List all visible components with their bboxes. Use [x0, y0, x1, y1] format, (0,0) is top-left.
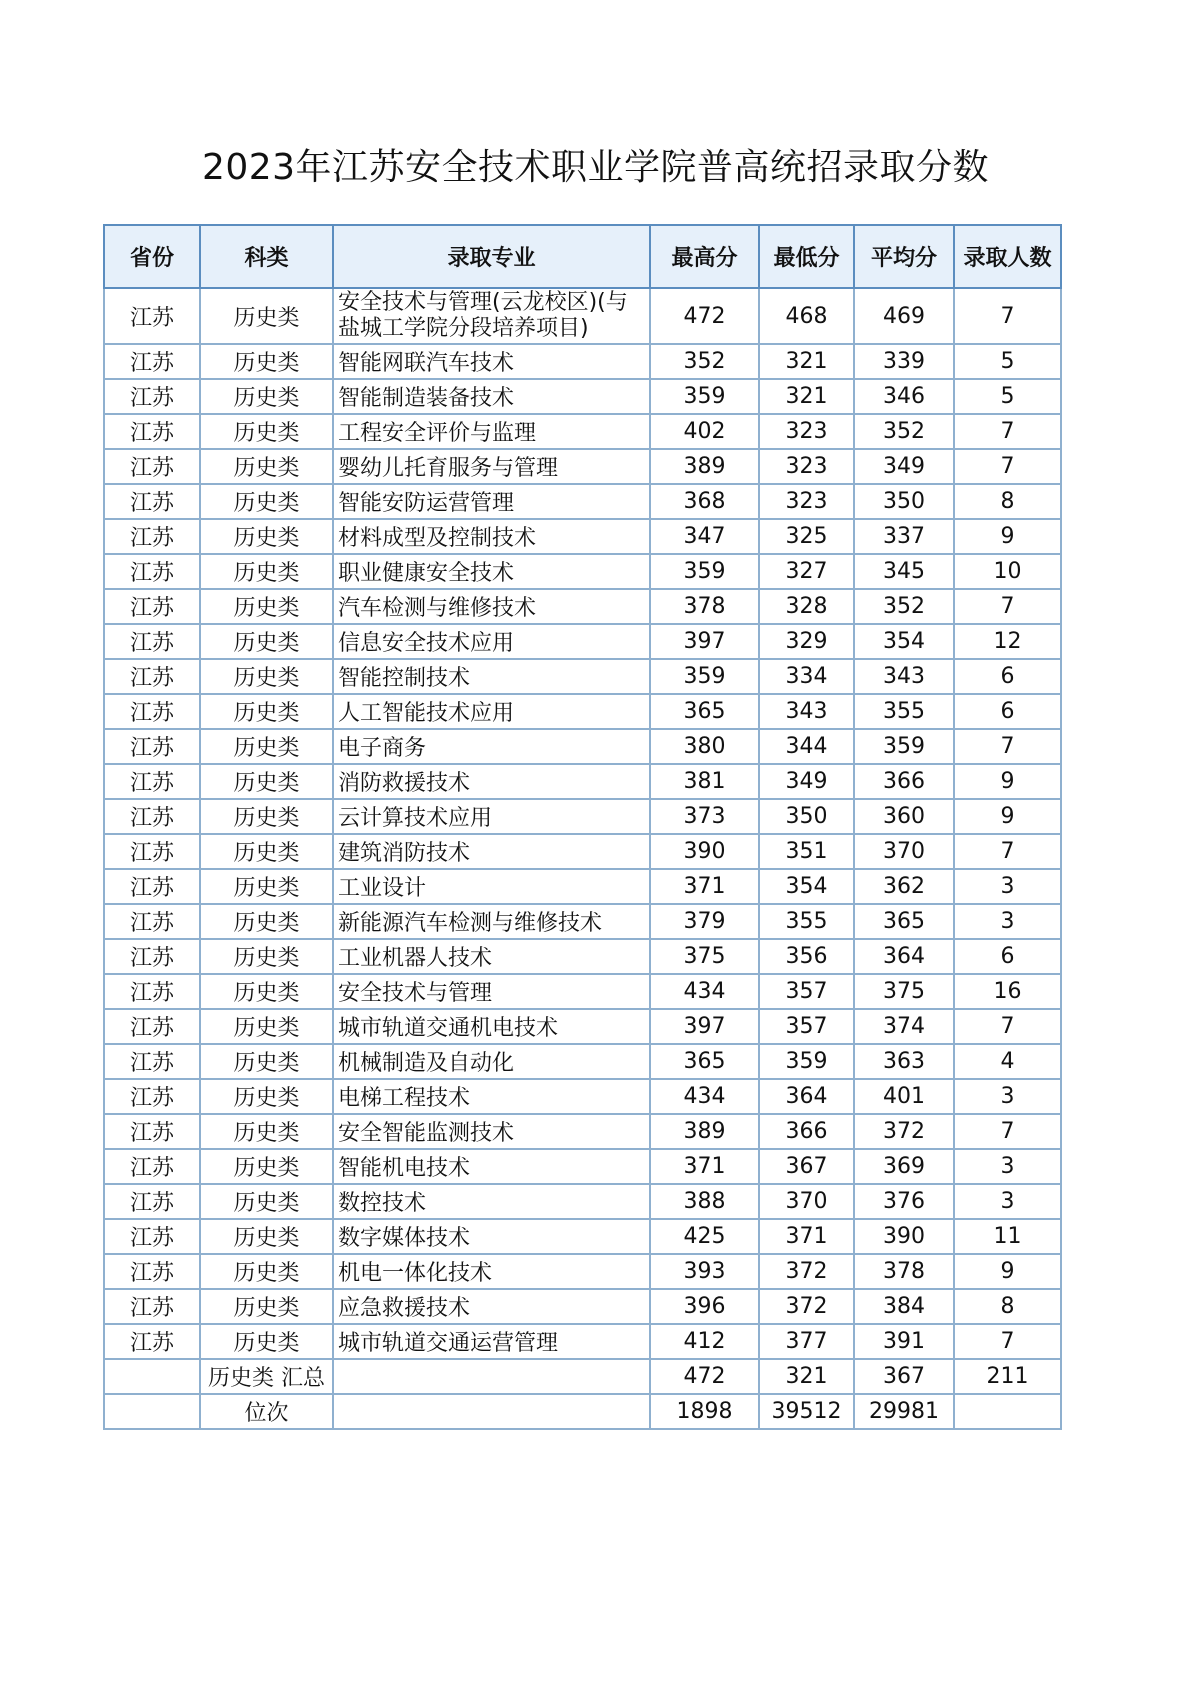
cell-major: 工业机器人技术	[333, 939, 650, 974]
cell-max-score: 379	[650, 904, 759, 939]
cell-max-score: 390	[650, 834, 759, 869]
cell-avg-score: 469	[854, 288, 954, 344]
cell-category: 历史类	[200, 974, 333, 1009]
cell-major: 智能网联汽车技术	[333, 344, 650, 379]
rank-avg-score: 29981	[854, 1394, 954, 1429]
cell-max-score: 388	[650, 1184, 759, 1219]
cell-avg-score: 390	[854, 1219, 954, 1254]
cell-admitted-count: 6	[954, 694, 1061, 729]
cell-avg-score: 352	[854, 414, 954, 449]
cell-category: 历史类	[200, 904, 333, 939]
table-row	[104, 1254, 1061, 1289]
header-category: 科类	[200, 225, 333, 288]
cell-province: 江苏	[104, 589, 200, 624]
cell-admitted-count: 6	[954, 939, 1061, 974]
cell-province: 江苏	[104, 484, 200, 519]
cell-avg-score: 378	[854, 1254, 954, 1289]
cell-admitted-count: 3	[954, 1079, 1061, 1114]
cell-province: 江苏	[104, 694, 200, 729]
cell-province: 江苏	[104, 904, 200, 939]
cell-avg-score: 355	[854, 694, 954, 729]
cell-max-score: 393	[650, 1254, 759, 1289]
cell-min-score: 468	[759, 288, 854, 344]
cell-min-score: 323	[759, 414, 854, 449]
cell-major: 电子商务	[333, 729, 650, 764]
cell-avg-score: 339	[854, 344, 954, 379]
header-admitted-count: 录取人数	[954, 225, 1061, 288]
cell-major: 安全智能监测技术	[333, 1114, 650, 1149]
cell-min-score: 327	[759, 554, 854, 589]
cell-category: 历史类	[200, 869, 333, 904]
cell-category: 历史类	[200, 589, 333, 624]
cell-major: 工程安全评价与监理	[333, 414, 650, 449]
cell-major: 新能源汽车检测与维修技术	[333, 904, 650, 939]
header-province: 省份	[104, 225, 200, 288]
cell-admitted-count: 7	[954, 1114, 1061, 1149]
cell-max-score: 472	[650, 288, 759, 344]
cell-category: 历史类	[200, 1009, 333, 1044]
cell-max-score: 434	[650, 1079, 759, 1114]
cell-category: 历史类	[200, 379, 333, 414]
cell-category: 历史类	[200, 554, 333, 589]
cell-admitted-count: 10	[954, 554, 1061, 589]
table-row	[104, 939, 1061, 974]
cell-province: 江苏	[104, 764, 200, 799]
cell-province: 江苏	[104, 624, 200, 659]
cell-province: 江苏	[104, 939, 200, 974]
table-row	[104, 694, 1061, 729]
cell-avg-score: 362	[854, 869, 954, 904]
cell-min-score: 357	[759, 1009, 854, 1044]
cell-major: 人工智能技术应用	[333, 694, 650, 729]
cell-province: 江苏	[104, 1289, 200, 1324]
cell-min-score: 350	[759, 799, 854, 834]
cell-min-score: 329	[759, 624, 854, 659]
cell-province: 江苏	[104, 449, 200, 484]
cell-major: 安全技术与管理	[333, 974, 650, 1009]
cell-max-score: 359	[650, 659, 759, 694]
cell-avg-score: 375	[854, 974, 954, 1009]
cell-admitted-count: 9	[954, 1254, 1061, 1289]
summary-label: 历史类 汇总	[200, 1359, 333, 1394]
cell-avg-score: 345	[854, 554, 954, 589]
table-row	[104, 1324, 1061, 1359]
cell-admitted-count: 8	[954, 484, 1061, 519]
cell-avg-score: 370	[854, 834, 954, 869]
cell-max-score: 347	[650, 519, 759, 554]
cell-min-score: 357	[759, 974, 854, 1009]
cell-province: 江苏	[104, 1254, 200, 1289]
cell-major: 汽车检测与维修技术	[333, 589, 650, 624]
cell-admitted-count: 3	[954, 1184, 1061, 1219]
cell-avg-score: 343	[854, 659, 954, 694]
cell-admitted-count: 5	[954, 344, 1061, 379]
summary-major	[333, 1359, 650, 1394]
cell-category: 历史类	[200, 659, 333, 694]
cell-min-score: 349	[759, 764, 854, 799]
cell-max-score: 402	[650, 414, 759, 449]
table-row	[104, 1149, 1061, 1184]
cell-min-score: 371	[759, 1219, 854, 1254]
cell-min-score: 366	[759, 1114, 854, 1149]
cell-min-score: 344	[759, 729, 854, 764]
cell-avg-score: 372	[854, 1114, 954, 1149]
cell-avg-score: 359	[854, 729, 954, 764]
cell-province: 江苏	[104, 1044, 200, 1079]
cell-max-score: 397	[650, 624, 759, 659]
table-row	[104, 974, 1061, 1009]
table-row	[104, 379, 1061, 414]
cell-min-score: 325	[759, 519, 854, 554]
cell-avg-score: 350	[854, 484, 954, 519]
page-title: 2023年江苏安全技术职业学院普高统招录取分数	[201, 147, 990, 188]
cell-min-score: 367	[759, 1149, 854, 1184]
cell-max-score: 375	[650, 939, 759, 974]
cell-admitted-count: 5	[954, 379, 1061, 414]
rank-admitted-count	[954, 1394, 1061, 1429]
cell-admitted-count: 3	[954, 1149, 1061, 1184]
cell-category: 历史类	[200, 939, 333, 974]
cell-category: 历史类	[200, 799, 333, 834]
summary-admitted-count: 211	[954, 1359, 1061, 1394]
rank-province	[104, 1394, 200, 1429]
cell-avg-score: 354	[854, 624, 954, 659]
cell-admitted-count: 9	[954, 764, 1061, 799]
cell-category: 历史类	[200, 484, 333, 519]
cell-category: 历史类	[200, 1044, 333, 1079]
cell-province: 江苏	[104, 1149, 200, 1184]
cell-min-score: 377	[759, 1324, 854, 1359]
table-row	[104, 414, 1061, 449]
table-row	[104, 1079, 1061, 1114]
cell-admitted-count: 12	[954, 624, 1061, 659]
cell-major: 机电一体化技术	[333, 1254, 650, 1289]
cell-major: 数控技术	[333, 1184, 650, 1219]
cell-province: 江苏	[104, 519, 200, 554]
cell-avg-score: 366	[854, 764, 954, 799]
cell-avg-score: 337	[854, 519, 954, 554]
rank-min-score: 39512	[759, 1394, 854, 1429]
cell-province: 江苏	[104, 344, 200, 379]
cell-major: 电梯工程技术	[333, 1079, 650, 1114]
cell-province: 江苏	[104, 1184, 200, 1219]
cell-min-score: 321	[759, 344, 854, 379]
cell-max-score: 365	[650, 1044, 759, 1079]
cell-major: 信息安全技术应用	[333, 624, 650, 659]
cell-category: 历史类	[200, 1254, 333, 1289]
cell-min-score: 356	[759, 939, 854, 974]
cell-admitted-count: 7	[954, 414, 1061, 449]
cell-max-score: 396	[650, 1289, 759, 1324]
cell-max-score: 397	[650, 1009, 759, 1044]
cell-major: 安全技术与管理(云龙校区)(与盐城工学院分段培养项目)	[333, 288, 650, 344]
cell-min-score: 323	[759, 449, 854, 484]
cell-max-score: 434	[650, 974, 759, 1009]
cell-min-score: 354	[759, 869, 854, 904]
cell-province: 江苏	[104, 1079, 200, 1114]
cell-avg-score: 349	[854, 449, 954, 484]
cell-max-score: 359	[650, 554, 759, 589]
cell-avg-score: 376	[854, 1184, 954, 1219]
cell-province: 江苏	[104, 414, 200, 449]
table-row	[104, 288, 1061, 344]
cell-admitted-count: 4	[954, 1044, 1061, 1079]
table-row	[104, 519, 1061, 554]
cell-avg-score: 391	[854, 1324, 954, 1359]
cell-category: 历史类	[200, 414, 333, 449]
cell-province: 江苏	[104, 869, 200, 904]
cell-major: 智能制造装备技术	[333, 379, 650, 414]
cell-major: 婴幼儿托育服务与管理	[333, 449, 650, 484]
table-row	[104, 764, 1061, 799]
cell-province: 江苏	[104, 659, 200, 694]
cell-major: 材料成型及控制技术	[333, 519, 650, 554]
table-row	[104, 1114, 1061, 1149]
cell-avg-score: 364	[854, 939, 954, 974]
cell-max-score: 389	[650, 449, 759, 484]
cell-avg-score: 369	[854, 1149, 954, 1184]
cell-category: 历史类	[200, 449, 333, 484]
cell-avg-score: 401	[854, 1079, 954, 1114]
table-row	[104, 554, 1061, 589]
cell-max-score: 359	[650, 379, 759, 414]
cell-province: 江苏	[104, 379, 200, 414]
cell-max-score: 380	[650, 729, 759, 764]
cell-admitted-count: 8	[954, 1289, 1061, 1324]
summary-min-score: 321	[759, 1359, 854, 1394]
cell-province: 江苏	[104, 834, 200, 869]
cell-major: 云计算技术应用	[333, 799, 650, 834]
cell-major: 数字媒体技术	[333, 1219, 650, 1254]
cell-admitted-count: 9	[954, 519, 1061, 554]
table-row	[104, 1184, 1061, 1219]
cell-avg-score: 352	[854, 589, 954, 624]
cell-avg-score: 360	[854, 799, 954, 834]
rank-row	[104, 1394, 1061, 1429]
cell-major: 智能控制技术	[333, 659, 650, 694]
cell-avg-score: 363	[854, 1044, 954, 1079]
cell-min-score: 323	[759, 484, 854, 519]
header-avg-score: 平均分	[854, 225, 954, 288]
cell-major: 建筑消防技术	[333, 834, 650, 869]
header-major: 录取专业	[333, 225, 650, 288]
cell-province: 江苏	[104, 1114, 200, 1149]
cell-category: 历史类	[200, 624, 333, 659]
summary-avg-score: 367	[854, 1359, 954, 1394]
table-row	[104, 1009, 1061, 1044]
cell-min-score: 372	[759, 1254, 854, 1289]
cell-max-score: 373	[650, 799, 759, 834]
cell-category: 历史类	[200, 729, 333, 764]
cell-category: 历史类	[200, 694, 333, 729]
cell-max-score: 425	[650, 1219, 759, 1254]
cell-province: 江苏	[104, 1324, 200, 1359]
cell-max-score: 352	[650, 344, 759, 379]
cell-major: 消防救援技术	[333, 764, 650, 799]
cell-major: 智能机电技术	[333, 1149, 650, 1184]
cell-category: 历史类	[200, 1184, 333, 1219]
cell-category: 历史类	[200, 1219, 333, 1254]
cell-min-score: 351	[759, 834, 854, 869]
cell-admitted-count: 11	[954, 1219, 1061, 1254]
cell-max-score: 371	[650, 1149, 759, 1184]
summary-row	[104, 1359, 1061, 1394]
cell-max-score: 412	[650, 1324, 759, 1359]
rank-major	[333, 1394, 650, 1429]
cell-max-score: 371	[650, 869, 759, 904]
admission-score-table	[103, 224, 1062, 1430]
cell-admitted-count: 16	[954, 974, 1061, 1009]
cell-category: 历史类	[200, 1324, 333, 1359]
cell-major: 应急救援技术	[333, 1289, 650, 1324]
cell-admitted-count: 7	[954, 589, 1061, 624]
cell-min-score: 328	[759, 589, 854, 624]
cell-min-score: 372	[759, 1289, 854, 1324]
cell-major: 城市轨道交通机电技术	[333, 1009, 650, 1044]
cell-major: 城市轨道交通运营管理	[333, 1324, 650, 1359]
cell-major: 职业健康安全技术	[333, 554, 650, 589]
cell-admitted-count: 7	[954, 834, 1061, 869]
cell-admitted-count: 7	[954, 1324, 1061, 1359]
cell-max-score: 389	[650, 1114, 759, 1149]
cell-max-score: 378	[650, 589, 759, 624]
cell-category: 历史类	[200, 1079, 333, 1114]
cell-category: 历史类	[200, 764, 333, 799]
header-min-score: 最低分	[759, 225, 854, 288]
summary-max-score: 472	[650, 1359, 759, 1394]
cell-province: 江苏	[104, 974, 200, 1009]
table-row	[104, 869, 1061, 904]
header-max-score: 最高分	[650, 225, 759, 288]
table-row	[104, 1289, 1061, 1324]
cell-category: 历史类	[200, 344, 333, 379]
cell-avg-score: 365	[854, 904, 954, 939]
cell-avg-score: 346	[854, 379, 954, 414]
cell-max-score: 368	[650, 484, 759, 519]
cell-admitted-count: 3	[954, 904, 1061, 939]
cell-category: 历史类	[200, 834, 333, 869]
header-row	[104, 225, 1061, 288]
cell-max-score: 381	[650, 764, 759, 799]
cell-admitted-count: 7	[954, 288, 1061, 344]
cell-min-score: 321	[759, 379, 854, 414]
table-row	[104, 834, 1061, 869]
rank-label: 位次	[200, 1394, 333, 1429]
cell-province: 江苏	[104, 1009, 200, 1044]
rank-max-score: 1898	[650, 1394, 759, 1429]
table-row	[104, 659, 1061, 694]
cell-min-score: 370	[759, 1184, 854, 1219]
cell-province: 江苏	[104, 729, 200, 764]
cell-category: 历史类	[200, 288, 333, 344]
table-row	[104, 484, 1061, 519]
cell-province: 江苏	[104, 799, 200, 834]
table-row	[104, 1219, 1061, 1254]
table-row	[104, 904, 1061, 939]
cell-min-score: 355	[759, 904, 854, 939]
cell-min-score: 343	[759, 694, 854, 729]
cell-max-score: 365	[650, 694, 759, 729]
cell-min-score: 364	[759, 1079, 854, 1114]
cell-province: 江苏	[104, 288, 200, 344]
cell-major: 智能安防运营管理	[333, 484, 650, 519]
table-row	[104, 449, 1061, 484]
cell-province: 江苏	[104, 1219, 200, 1254]
cell-category: 历史类	[200, 519, 333, 554]
table-row	[104, 1044, 1061, 1079]
table-row	[104, 799, 1061, 834]
cell-avg-score: 374	[854, 1009, 954, 1044]
cell-avg-score: 384	[854, 1289, 954, 1324]
cell-admitted-count: 7	[954, 729, 1061, 764]
cell-category: 历史类	[200, 1114, 333, 1149]
cell-admitted-count: 7	[954, 1009, 1061, 1044]
table-row	[104, 624, 1061, 659]
cell-admitted-count: 6	[954, 659, 1061, 694]
cell-province: 江苏	[104, 554, 200, 589]
cell-major: 工业设计	[333, 869, 650, 904]
cell-major: 机械制造及自动化	[333, 1044, 650, 1079]
table-row	[104, 729, 1061, 764]
table-row	[104, 344, 1061, 379]
cell-admitted-count: 7	[954, 449, 1061, 484]
summary-province	[104, 1359, 200, 1394]
cell-min-score: 334	[759, 659, 854, 694]
cell-admitted-count: 9	[954, 799, 1061, 834]
cell-min-score: 359	[759, 1044, 854, 1079]
cell-category: 历史类	[200, 1289, 333, 1324]
cell-category: 历史类	[200, 1149, 333, 1184]
cell-admitted-count: 3	[954, 869, 1061, 904]
table-row	[104, 589, 1061, 624]
